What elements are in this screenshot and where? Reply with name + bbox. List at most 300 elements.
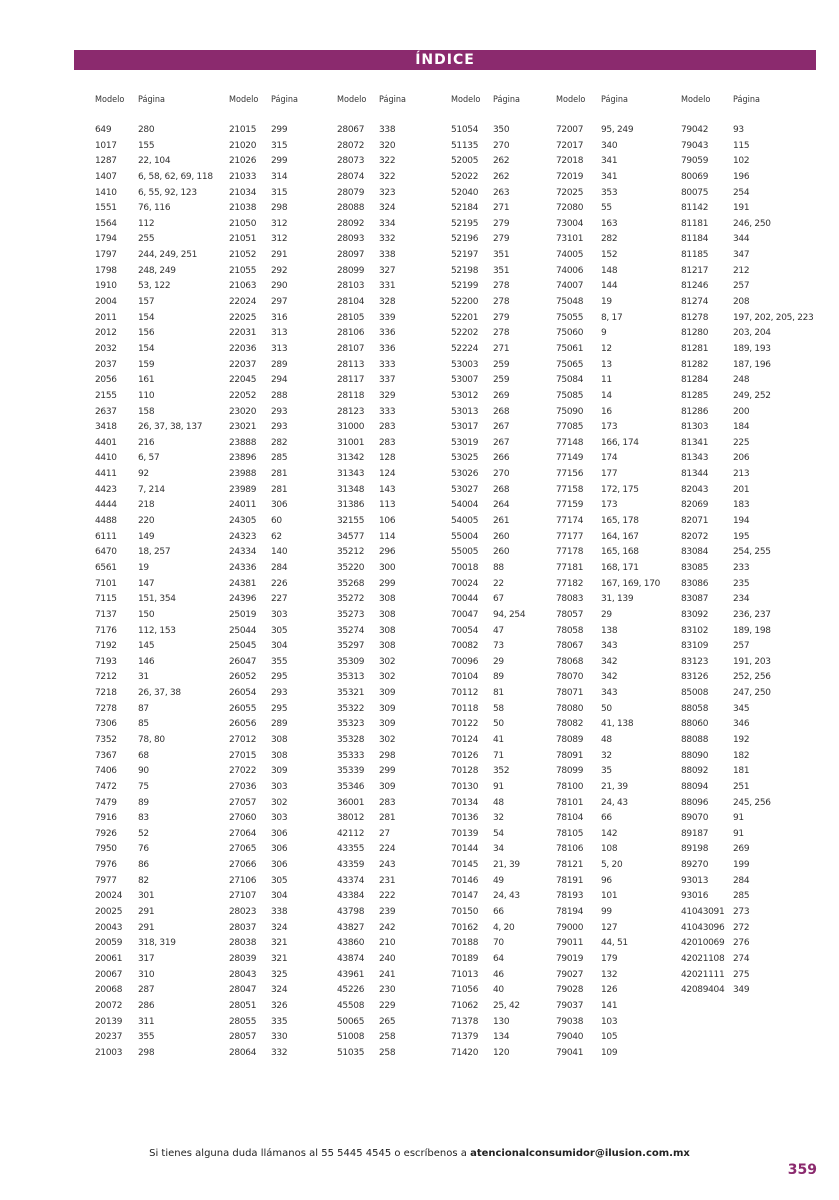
index-row xyxy=(229,624,287,640)
model-number: 52224 xyxy=(451,343,479,354)
index-row xyxy=(95,295,213,311)
page-reference: 31, 139 xyxy=(601,594,634,605)
index-row xyxy=(556,295,660,311)
model-number: 83123 xyxy=(681,656,709,667)
index-row xyxy=(556,999,660,1015)
index-row xyxy=(229,983,287,999)
page-reference: 353 xyxy=(601,187,618,198)
index-row xyxy=(451,702,525,718)
page-reference: 64 xyxy=(493,953,504,964)
index-row xyxy=(95,139,213,155)
index-row xyxy=(95,842,213,858)
index-row xyxy=(95,311,213,327)
index-row xyxy=(229,796,287,812)
page-reference: 11 xyxy=(601,375,612,386)
page-reference: 293 xyxy=(271,422,288,433)
model-number: 72080 xyxy=(556,203,584,214)
index-row xyxy=(337,186,395,202)
index-row xyxy=(229,139,287,155)
page-reference: 6, 55, 92, 123 xyxy=(138,187,197,198)
model-number: 78099 xyxy=(556,766,584,777)
index-row xyxy=(95,764,213,780)
index-row xyxy=(451,655,525,671)
index-row xyxy=(451,123,525,139)
index-row xyxy=(451,561,525,577)
model-number: 88090 xyxy=(681,750,709,761)
page-reference: 273 xyxy=(733,907,750,918)
index-row xyxy=(337,1015,395,1031)
page-reference: 25, 42 xyxy=(493,1000,520,1011)
page-reference: 157 xyxy=(138,297,155,308)
model-number: 77174 xyxy=(556,516,584,527)
model-number: 7306 xyxy=(95,719,117,730)
model-number: 28088 xyxy=(337,203,365,214)
index-row xyxy=(95,717,213,733)
page-reference: 264 xyxy=(493,500,510,511)
model-number: 25044 xyxy=(229,625,257,636)
model-number: 649 xyxy=(95,125,112,135)
column-header-model: Modelo xyxy=(337,95,367,105)
page-reference: 212 xyxy=(733,265,750,276)
model-number: 81282 xyxy=(681,359,709,370)
model-number: 71062 xyxy=(451,1000,479,1011)
model-number: 52197 xyxy=(451,250,479,261)
index-row xyxy=(337,608,395,624)
page-reference: 301 xyxy=(138,891,155,902)
index-row xyxy=(337,827,395,843)
page-reference: 271 xyxy=(493,203,510,214)
page-reference: 267 xyxy=(493,437,510,448)
model-number: 81343 xyxy=(681,453,709,464)
page-reference: 258 xyxy=(379,1047,396,1058)
index-row xyxy=(229,389,287,405)
page-reference: 158 xyxy=(138,406,155,417)
model-number: 28067 xyxy=(337,125,365,135)
index-row xyxy=(556,514,660,530)
index-row xyxy=(451,592,525,608)
page-reference: 268 xyxy=(493,406,510,417)
model-number: 70018 xyxy=(451,562,479,573)
page-reference: 341 xyxy=(601,156,618,167)
index-row xyxy=(681,514,813,530)
model-number: 79037 xyxy=(556,1000,584,1011)
page-reference: 114 xyxy=(379,531,396,542)
model-number: 7479 xyxy=(95,797,117,808)
index-row xyxy=(229,217,287,233)
index-row xyxy=(451,295,525,311)
model-number: 22025 xyxy=(229,312,257,323)
index-row xyxy=(681,686,813,702)
index-row xyxy=(556,702,660,718)
page-reference: 152 xyxy=(601,250,618,261)
page-reference: 336 xyxy=(379,328,396,339)
model-number: 24305 xyxy=(229,516,257,527)
page-reference: 324 xyxy=(271,985,288,996)
model-number: 35273 xyxy=(337,609,365,620)
page-reference: 286 xyxy=(138,1000,155,1011)
index-row xyxy=(451,342,525,358)
index-row xyxy=(95,561,213,577)
page-reference: 269 xyxy=(493,390,510,401)
model-number: 79011 xyxy=(556,938,584,949)
index-row xyxy=(337,1046,395,1062)
index-row xyxy=(681,420,813,436)
index-row xyxy=(451,764,525,780)
page-reference: 344 xyxy=(733,234,750,245)
index-row xyxy=(95,279,213,295)
model-number: 23888 xyxy=(229,437,257,448)
page-reference: 173 xyxy=(601,422,618,433)
model-number: 82072 xyxy=(681,531,709,542)
model-number: 1794 xyxy=(95,234,117,245)
page-reference: 203, 204 xyxy=(733,328,771,339)
page-reference: 255 xyxy=(138,234,155,245)
page-reference: 308 xyxy=(271,750,288,761)
model-number: 22045 xyxy=(229,375,257,386)
page-reference: 233 xyxy=(733,562,750,573)
index-row xyxy=(556,764,660,780)
page-reference: 82 xyxy=(138,875,149,886)
model-number: 7218 xyxy=(95,688,117,699)
page-reference: 183 xyxy=(733,500,750,511)
page-reference: 327 xyxy=(379,265,396,276)
model-number: 1551 xyxy=(95,203,117,214)
index-row xyxy=(451,326,525,342)
model-number: 35220 xyxy=(337,562,365,573)
model-number: 4423 xyxy=(95,484,117,495)
index-row xyxy=(451,608,525,624)
model-number: 4411 xyxy=(95,469,117,480)
model-number: 35323 xyxy=(337,719,365,730)
page-reference: 115 xyxy=(733,140,750,151)
page-reference: 189, 198 xyxy=(733,625,771,636)
page-reference: 285 xyxy=(733,891,750,902)
page-reference: 259 xyxy=(493,375,510,386)
page-reference: 141 xyxy=(601,1000,618,1011)
index-row xyxy=(556,1046,660,1062)
page-reference: 4, 20 xyxy=(493,922,515,933)
model-number: 27066 xyxy=(229,860,257,871)
model-number: 93016 xyxy=(681,891,709,902)
model-number: 43874 xyxy=(337,953,365,964)
model-number: 1797 xyxy=(95,250,117,261)
index-row xyxy=(229,1015,287,1031)
page-reference: 229 xyxy=(379,1000,396,1011)
model-number: 70147 xyxy=(451,891,479,902)
page-reference: 265 xyxy=(379,1016,396,1027)
model-number: 78068 xyxy=(556,656,584,667)
model-number: 21052 xyxy=(229,250,257,261)
page-reference: 76 xyxy=(138,844,149,855)
page-reference: 260 xyxy=(493,547,510,558)
page-reference: 71 xyxy=(493,750,504,761)
model-number: 89187 xyxy=(681,828,709,839)
model-number: 70146 xyxy=(451,875,479,886)
page-reference: 304 xyxy=(271,891,288,902)
index-row xyxy=(337,405,395,421)
index-row xyxy=(229,514,287,530)
index-row xyxy=(556,264,660,280)
page-reference: 73 xyxy=(493,641,504,652)
index-row xyxy=(95,1015,213,1031)
page-reference: 309 xyxy=(379,719,396,730)
index-row xyxy=(681,858,813,874)
index-row xyxy=(229,655,287,671)
index-row xyxy=(556,842,660,858)
page-reference: 251 xyxy=(733,781,750,792)
index-row xyxy=(681,796,813,812)
page-reference: 293 xyxy=(271,688,288,699)
page-reference: 236, 237 xyxy=(733,609,771,620)
index-row xyxy=(229,670,287,686)
page-reference: 48 xyxy=(493,797,504,808)
model-number: 75060 xyxy=(556,328,584,339)
index-row xyxy=(229,639,287,655)
page-reference: 230 xyxy=(379,985,396,996)
index-row xyxy=(451,139,525,155)
index-row xyxy=(451,686,525,702)
model-number: 79041 xyxy=(556,1047,584,1058)
index-row xyxy=(681,545,813,561)
index-row xyxy=(681,639,813,655)
index-row xyxy=(337,764,395,780)
model-number: 70047 xyxy=(451,609,479,620)
index-row xyxy=(681,608,813,624)
index-row xyxy=(229,311,287,327)
model-number: 20061 xyxy=(95,953,123,964)
page-reference: 101 xyxy=(601,891,618,902)
page-reference: 145 xyxy=(138,641,155,652)
index-row xyxy=(681,874,813,890)
model-number: 28073 xyxy=(337,156,365,167)
model-number: 74007 xyxy=(556,281,584,292)
page-reference: 278 xyxy=(493,328,510,339)
index-row xyxy=(451,780,525,796)
model-number: 52184 xyxy=(451,203,479,214)
model-number: 43355 xyxy=(337,844,365,855)
page-reference: 9 xyxy=(601,328,607,339)
index-row xyxy=(229,420,287,436)
model-number: 51035 xyxy=(337,1047,365,1058)
model-number: 81280 xyxy=(681,328,709,339)
index-row xyxy=(556,154,660,170)
index-row xyxy=(229,952,287,968)
index-row xyxy=(556,139,660,155)
model-number: 27107 xyxy=(229,891,257,902)
model-number: 70044 xyxy=(451,594,479,605)
page-reference: 159 xyxy=(138,359,155,370)
index-row xyxy=(681,733,813,749)
page-reference: 257 xyxy=(733,281,750,292)
model-number: 21003 xyxy=(95,1047,123,1058)
page-reference: 323 xyxy=(379,187,396,198)
model-number: 7367 xyxy=(95,750,117,761)
index-row xyxy=(337,467,395,483)
model-number: 78106 xyxy=(556,844,584,855)
index-row xyxy=(229,968,287,984)
page-reference: 8, 17 xyxy=(601,312,623,323)
page-reference: 147 xyxy=(138,578,155,589)
page-reference: 52 xyxy=(138,828,149,839)
index-row xyxy=(681,154,813,170)
model-number: 20059 xyxy=(95,938,123,949)
index-row xyxy=(95,796,213,812)
index-row xyxy=(337,342,395,358)
model-number: 2637 xyxy=(95,406,117,417)
page-reference: 282 xyxy=(271,437,288,448)
index-row xyxy=(95,889,213,905)
model-number: 81246 xyxy=(681,281,709,292)
column-header-model: Modelo xyxy=(229,95,259,105)
model-number: 78100 xyxy=(556,781,584,792)
index-row xyxy=(95,1030,213,1046)
model-number: 71420 xyxy=(451,1047,479,1058)
model-number: 71378 xyxy=(451,1016,479,1027)
model-number: 81181 xyxy=(681,218,709,229)
index-row xyxy=(556,1030,660,1046)
index-row xyxy=(95,983,213,999)
model-number: 20237 xyxy=(95,1032,123,1043)
index-row xyxy=(556,577,660,593)
model-number: 78121 xyxy=(556,860,584,871)
model-number: 82069 xyxy=(681,500,709,511)
index-row xyxy=(337,999,395,1015)
page-reference: 113 xyxy=(379,500,396,511)
page-reference: 21, 39 xyxy=(493,860,520,871)
page-reference: 22 xyxy=(493,578,504,589)
index-row xyxy=(556,326,660,342)
index-row xyxy=(95,858,213,874)
page-reference: 312 xyxy=(271,218,288,229)
page-reference: 318, 319 xyxy=(138,938,176,949)
model-number: 1407 xyxy=(95,171,117,182)
index-row xyxy=(95,811,213,827)
model-number: 28106 xyxy=(337,328,365,339)
index-row xyxy=(229,561,287,577)
index-row xyxy=(556,232,660,248)
model-number: 22024 xyxy=(229,297,257,308)
page-reference: 352 xyxy=(493,766,510,777)
index-row xyxy=(229,326,287,342)
model-number: 89070 xyxy=(681,813,709,824)
index-row xyxy=(337,451,395,467)
model-number: 1564 xyxy=(95,218,117,229)
page-reference: 235 xyxy=(733,578,750,589)
model-number: 27022 xyxy=(229,766,257,777)
page-reference: 262 xyxy=(493,156,510,167)
model-number: 3418 xyxy=(95,422,117,433)
index-row xyxy=(337,311,395,327)
index-row xyxy=(229,936,287,952)
index-row xyxy=(451,842,525,858)
page-reference: 278 xyxy=(493,297,510,308)
page-reference: 243 xyxy=(379,860,396,871)
model-number: 22052 xyxy=(229,390,257,401)
index-row xyxy=(337,983,395,999)
model-number: 88058 xyxy=(681,703,709,714)
model-number: 52198 xyxy=(451,265,479,276)
page-reference: 249, 252 xyxy=(733,390,771,401)
model-number: 78091 xyxy=(556,750,584,761)
index-row xyxy=(556,123,660,139)
page-reference: 5, 20 xyxy=(601,860,623,871)
model-number: 83109 xyxy=(681,641,709,652)
index-row xyxy=(681,905,813,921)
page-reference: 311 xyxy=(138,1016,155,1027)
model-number: 43961 xyxy=(337,969,365,980)
index-row xyxy=(229,764,287,780)
column-header-page: Página xyxy=(493,95,520,105)
page-reference: 314 xyxy=(271,171,288,182)
index-row xyxy=(681,358,813,374)
model-number: 35313 xyxy=(337,672,365,683)
model-number: 75048 xyxy=(556,297,584,308)
page-reference: 144 xyxy=(601,281,618,292)
index-row xyxy=(451,624,525,640)
index-row xyxy=(556,217,660,233)
page-reference: 299 xyxy=(379,766,396,777)
index-row xyxy=(681,186,813,202)
page-reference: 112, 153 xyxy=(138,625,176,636)
model-number: 54005 xyxy=(451,516,479,527)
index-row xyxy=(681,577,813,593)
model-number: 38012 xyxy=(337,813,365,824)
model-number: 41043096 xyxy=(681,922,725,933)
index-row xyxy=(337,796,395,812)
index-row xyxy=(337,749,395,765)
index-row xyxy=(95,389,213,405)
page-reference: 332 xyxy=(271,1047,288,1058)
page-reference: 70 xyxy=(493,938,504,949)
page-reference: 257 xyxy=(733,641,750,652)
index-row xyxy=(337,436,395,452)
index-row xyxy=(681,467,813,483)
model-number: 28039 xyxy=(229,953,257,964)
index-row xyxy=(681,139,813,155)
model-number: 51054 xyxy=(451,125,479,135)
model-number: 70112 xyxy=(451,688,479,699)
page-reference: 16 xyxy=(601,406,612,417)
page-reference: 302 xyxy=(379,734,396,745)
page-reference: 283 xyxy=(379,422,396,433)
model-number: 81184 xyxy=(681,234,709,245)
page-reference: 14 xyxy=(601,390,612,401)
model-number: 28023 xyxy=(229,907,257,918)
model-number: 26054 xyxy=(229,688,257,699)
model-number: 20068 xyxy=(95,985,123,996)
model-number: 52199 xyxy=(451,281,479,292)
model-number: 70150 xyxy=(451,907,479,918)
index-row xyxy=(95,670,213,686)
index-row xyxy=(681,326,813,342)
index-row xyxy=(451,796,525,812)
page-reference: 149 xyxy=(138,531,155,542)
page-reference: 309 xyxy=(379,688,396,699)
index-row xyxy=(337,514,395,530)
page-reference: 156 xyxy=(138,328,155,339)
page-reference: 284 xyxy=(271,562,288,573)
page-reference: 240 xyxy=(379,953,396,964)
page-reference: 81 xyxy=(493,688,504,699)
footer-email[interactable]: atencionalconsumidor@ilusion.com.mx xyxy=(470,1148,690,1159)
model-number: 70082 xyxy=(451,641,479,652)
model-number: 27065 xyxy=(229,844,257,855)
page-reference: 124 xyxy=(379,469,396,480)
model-number: 72018 xyxy=(556,156,584,167)
page-reference: 172, 175 xyxy=(601,484,639,495)
page-reference: 267 xyxy=(493,422,510,433)
index-row xyxy=(451,1015,525,1031)
